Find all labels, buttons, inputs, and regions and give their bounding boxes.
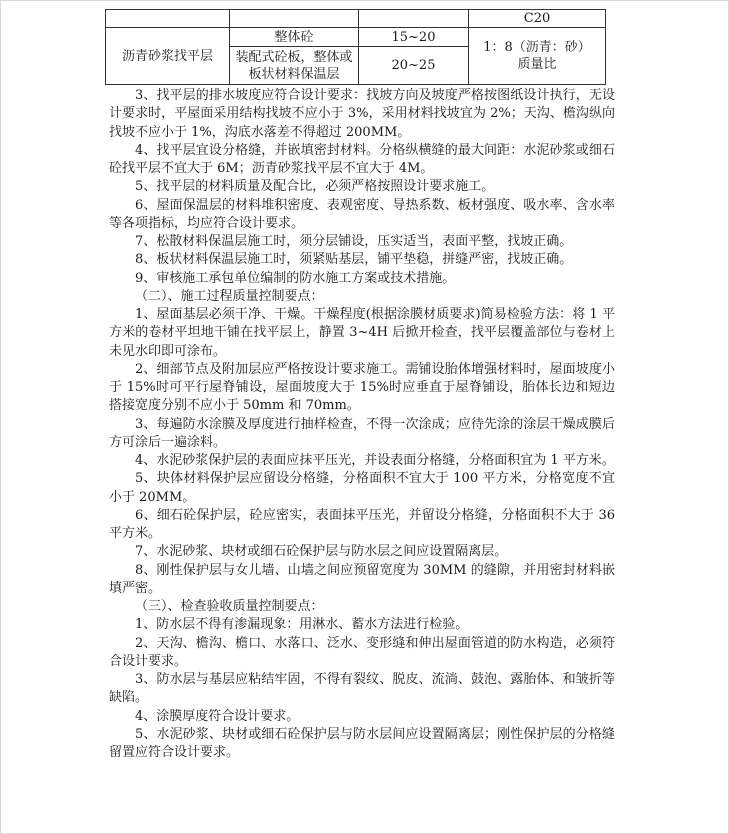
table-cell (106, 10, 230, 28)
section-heading: （三）、检查验收质量控制要点： (135, 599, 324, 614)
table-cell-mix: 1：8（沥青：砂）质量比 (469, 28, 606, 85)
paragraph: 5、块体材料保护层应留设分格缝，分格面积不宜大于 100 平方米，分格宽度不宜小于 20MM。 (109, 471, 615, 505)
paragraph: 9、审核施工承包单位编制的防水施工方案或技术措施。 (135, 270, 456, 286)
table-cell-thickness: 20~25 (359, 47, 469, 85)
paragraph: 7、水泥砂浆、块材或细石砼保护层与防水层之间应设置隔离层。 (135, 544, 508, 560)
paragraph: 6、细石砼保护层，砼应密实，表面抹平压光，并留设分格缝，分格面积不大于 36 平方米。 (109, 507, 615, 541)
paragraph: 3、找平层的排水坡度应符合设计要求：找坡方向及坡度严格按图纸设计执行，无设计要求时，平屋面采用结构找坡不应小于 3%，采用材料找坡宜为 2%；天沟、檐沟纵向找坡不应小于 1%，沟底水落差不得超过 200MM。 (109, 88, 615, 140)
paragraph: 6、屋面保温层的材料堆积密度、表观密度、导热系数、板材强度、吸水率、含水率等各项指标，均应符合设计要求。 (109, 197, 615, 231)
paragraph: 8、刚性保护层与女儿墙、山墙之间应预留宽度为 30MM 的缝隙，并用密封材料嵌填严密。 (109, 562, 615, 596)
paragraph: 8、板状材料保温层施工时，须紧贴基层，铺平垫稳，拼缝严密，找坡正确。 (135, 252, 573, 268)
paragraph: 4、涂膜厚度符合设计要求。 (135, 708, 300, 724)
paragraph: 5、水泥砂浆、块材或细石砼保护层与防水层间应设置隔离层；刚性保护层的分格缝留置应符合设计要求。 (109, 726, 615, 760)
table-row (106, 10, 606, 28)
paragraph: 1、屋面基层必须干净、干燥。干燥程度(根据涂膜材质要求)简易检验方法：将 1 平方米的卷材平坦地干铺在找平层上，静置 3~4H 后掀开检查，找平层覆盖部位与卷材上未见水印即可涂布。 (109, 307, 615, 359)
spec-table (105, 9, 606, 85)
document-body (109, 87, 615, 762)
table-row (106, 28, 606, 47)
paragraph: 4、找平层宜设分格缝，并嵌填密封材料。分格纵横缝的最大间距：水泥砂浆或细石砼找平层不宜大于 6M；沥青砂浆找平层不宜大于 4M。 (109, 142, 615, 176)
paragraph: 5、找平层的材料质量及配合比，必须严格按照设计要求施工。 (135, 179, 495, 195)
paragraph: 7、松散材料保温层施工时，须分层铺设，压实适当，表面平整，找坡正确。 (135, 234, 573, 249)
table-cell-thickness: 15~20 (359, 28, 469, 47)
paragraph: 3、每遍防水涂膜及厚度进行抽样检查，不得一次涂成；应待先涂的涂层干燥成膜后方可涂后一遍涂料。 (109, 416, 615, 450)
table-cell-category: 沥青砂浆找平层 (106, 28, 230, 85)
table-cell-base: 装配式砼板，整体或板状材料保温层 (230, 47, 359, 85)
paragraph: 4、水泥砂浆保护层的表面应抹平压光，并设表面分格缝，分格面积宜为 1 平方米。 (135, 453, 615, 468)
paragraph: 2、细部节点及附加层应严格按设计要求施工。需铺设胎体增强材料时，屋面坡度小于 15%时可平行屋脊铺设，屋面坡度大于 15%时应垂直于屋脊铺设，胎体长边和短边搭接宽度分别不应小于 50mm 和 70mm。 (109, 361, 615, 414)
table-cell-c20: C20 (469, 10, 606, 28)
paragraph: 2、天沟、檐沟、檐口、水落口、泛水、变形缝和伸出屋面管道的防水构造，必须符合设计要求。 (109, 635, 615, 669)
table-cell-base: 整体砼 (230, 28, 359, 47)
table-cell (359, 10, 469, 28)
paragraph: 3、防水层与基层应粘结牢固，不得有裂纹、脱皮、流淌、鼓泡、露胎体、和皱折等缺陷。 (109, 672, 615, 706)
paragraph: 1、防水层不得有渗漏现象：用淋水、蓄水方法进行检验。 (135, 617, 469, 633)
table-cell (230, 10, 359, 28)
section-heading: （二）、施工过程质量控制要点： (135, 288, 324, 304)
